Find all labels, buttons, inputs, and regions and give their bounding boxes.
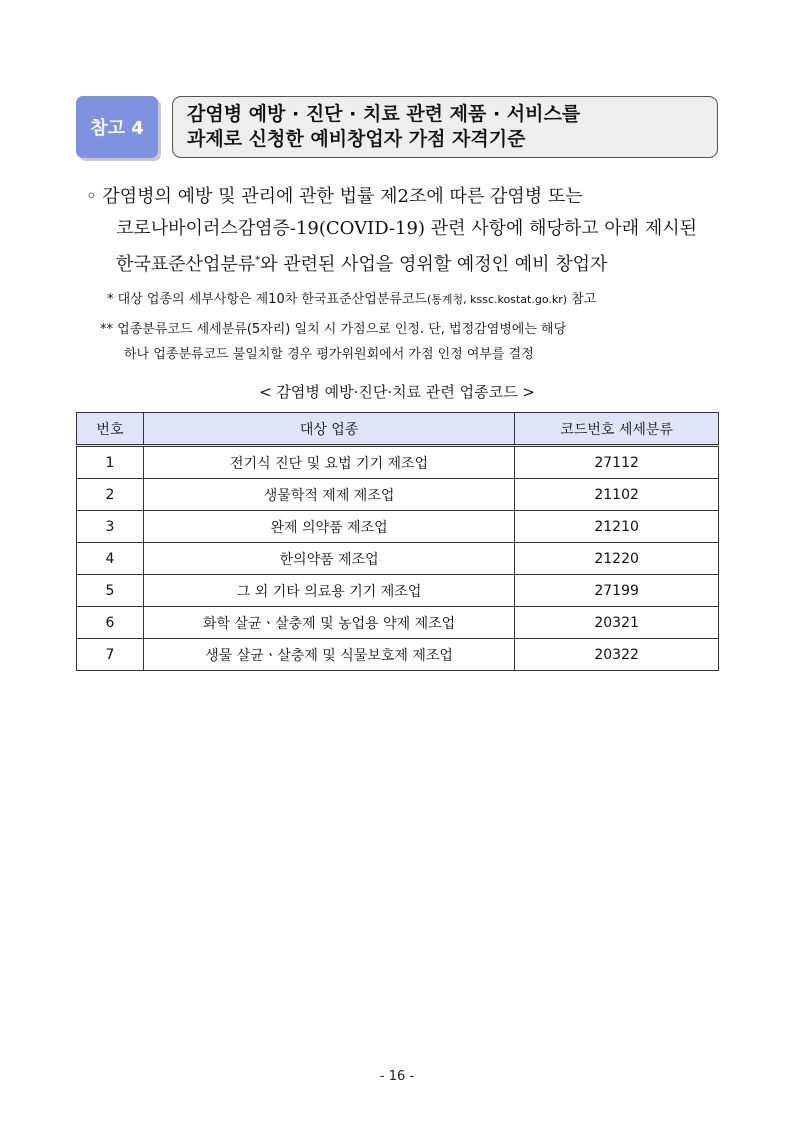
reference-badge-label: 참고 4 (90, 118, 144, 139)
row-code: 20321 (515, 607, 719, 639)
intro-line-3 (86, 245, 726, 281)
row-industry: 생물 살균ㆍ살충제 및 식물보호제 제조업 (143, 639, 514, 671)
intro-line-2: 코로나바이러스감염증-19(COVID-19) 관련 사항에 해당하고 아래 제시된 (116, 218, 698, 239)
table-row (77, 575, 719, 607)
row-code: 21210 (515, 511, 719, 543)
row-number: 3 (77, 511, 144, 543)
bullet-marker: ◦ (86, 186, 97, 207)
table-row (77, 639, 719, 671)
page-number: - 16 - (379, 1069, 415, 1084)
row-code: 21102 (515, 479, 719, 511)
table-caption: < 감염병 예방·진단·치료 관련 업종코드 > (259, 383, 535, 401)
row-number: 6 (77, 607, 144, 639)
row-number: 2 (77, 479, 144, 511)
row-number: 1 (77, 446, 144, 479)
footnote-2-mark: ** (100, 322, 113, 337)
row-number: 4 (77, 543, 144, 575)
footnote-2-continued: 하나 업종분류코드 불일치할 경우 평가위원회에서 가점 인정 여부를 결정 (124, 347, 534, 362)
row-industry: 그 외 기타 의료용 기기 제조업 (143, 575, 514, 607)
row-industry: 완제 의약품 제조업 (143, 511, 514, 543)
footnote-2-line-1: 업종분류코드 세세분류(5자리) 일치 시 가점으로 인정. 단, 법정감염병에는 해당 (117, 322, 567, 337)
footnote-1-source: (통계청, kssc.kostat.go.kr) (427, 293, 568, 306)
table-row (77, 607, 719, 639)
footnote-1-mark: * (107, 292, 114, 307)
section-title-box (172, 96, 718, 158)
row-number: 7 (77, 639, 144, 671)
column-header-code: 코드번호 세세분류 (515, 413, 719, 446)
section-title-line-2: 과제로 신청한 예비창업자 가점 자격기준 (187, 128, 526, 150)
reference-badge (76, 96, 158, 158)
row-industry: 화학 살균ㆍ살충제 및 농업용 약제 제조업 (143, 607, 514, 639)
row-code: 20322 (515, 639, 719, 671)
intro-paragraph (86, 181, 726, 281)
section-title-line-1: 감염병 예방 · 진단 · 치료 관련 제품 · 서비스를 (187, 103, 581, 125)
table-header-row (77, 413, 719, 446)
intro-line-3-pre: 한국표준산업분류 (116, 254, 256, 275)
row-industry: 전기식 진단 및 요법 기기 제조업 (143, 446, 514, 479)
column-header-number: 번호 (77, 413, 144, 446)
row-number: 5 (77, 575, 144, 607)
row-industry: 한의약품 제조업 (143, 543, 514, 575)
footnote-1-text: 대상 업종의 세부사항은 제10차 한국표준산업분류코드 (117, 292, 427, 307)
footnote-marker: * (255, 255, 261, 266)
row-industry: 생물학적 제제 제조업 (143, 479, 514, 511)
column-header-industry: 대상 업종 (143, 413, 514, 446)
industry-code-table (76, 412, 719, 671)
table-row (77, 511, 719, 543)
footnote-1-end: 참고 (571, 292, 597, 307)
table-row (77, 479, 719, 511)
intro-line-1 (86, 181, 726, 213)
footnote-1 (107, 288, 596, 312)
intro-line-3-post: 와 관련된 사업을 영위할 예정인 예비 창업자 (260, 254, 608, 275)
row-code: 27112 (515, 446, 719, 479)
row-code: 27199 (515, 575, 719, 607)
table-row (77, 446, 719, 479)
intro-line-1-text: 감염병의 예방 및 관리에 관한 법률 제2조에 따른 감염병 또는 (102, 186, 583, 207)
table-row (77, 543, 719, 575)
row-code: 21220 (515, 543, 719, 575)
footnote-2 (100, 318, 566, 342)
